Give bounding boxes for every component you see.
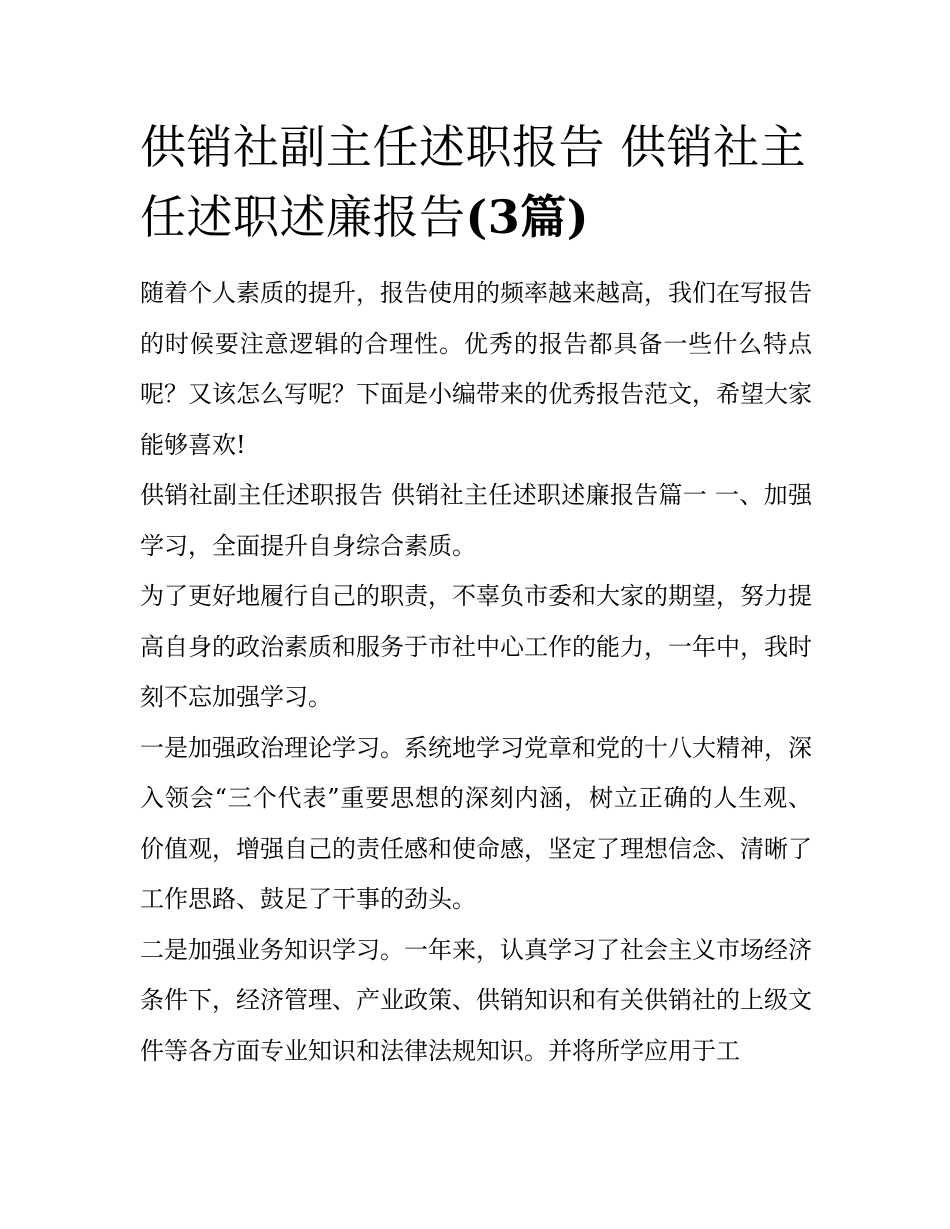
document-page <box>140 112 812 1076</box>
section-heading-paragraph: 供销社副主任述职报告 供销社主任述职述廉报告篇一 一、加强学习，全面提升自身综合素质。 <box>140 481 812 560</box>
intro-paragraph: 随着个人素质的提升，报告使用的频率越来越高，我们在写报告的时候要注意逻辑的合理性。优秀的报告都具备一些什么特点呢？又该怎么写呢？下面是小编带来的优秀报告范文，希望大家能够喜欢! <box>140 279 812 459</box>
body-paragraph: 为了更好地履行自己的职责，不辜负市委和大家的期望，努力提高自身的政治素质和服务于市社中心工作的能力，一年中，我时刻不忘加强学习。 <box>140 582 812 711</box>
title-suffix-text: (3篇) <box>465 190 590 244</box>
body-paragraph: 一是加强政治理论学习。系统地学习党章和党的十八大精神，深入领会“三个代表”重要思想的深刻内涵，树立正确的人生观、价值观，增强自己的责任感和使命感，坚定了理想信念、清晰了工作思路、鼓足了干事的劲头。 <box>140 733 812 913</box>
document-title <box>140 112 812 252</box>
title-main-text: 供销社副主任述职报告 供销社主任述职述廉报告 <box>140 120 807 244</box>
body-paragraph: 二是加强业务知识学习。一年来，认真学习了社会主义市场经济条件下，经济管理、产业政策、供销知识和有关供销社的上级文件等各方面专业知识和法律法规知识。并将所学应用于工 <box>140 935 812 1065</box>
